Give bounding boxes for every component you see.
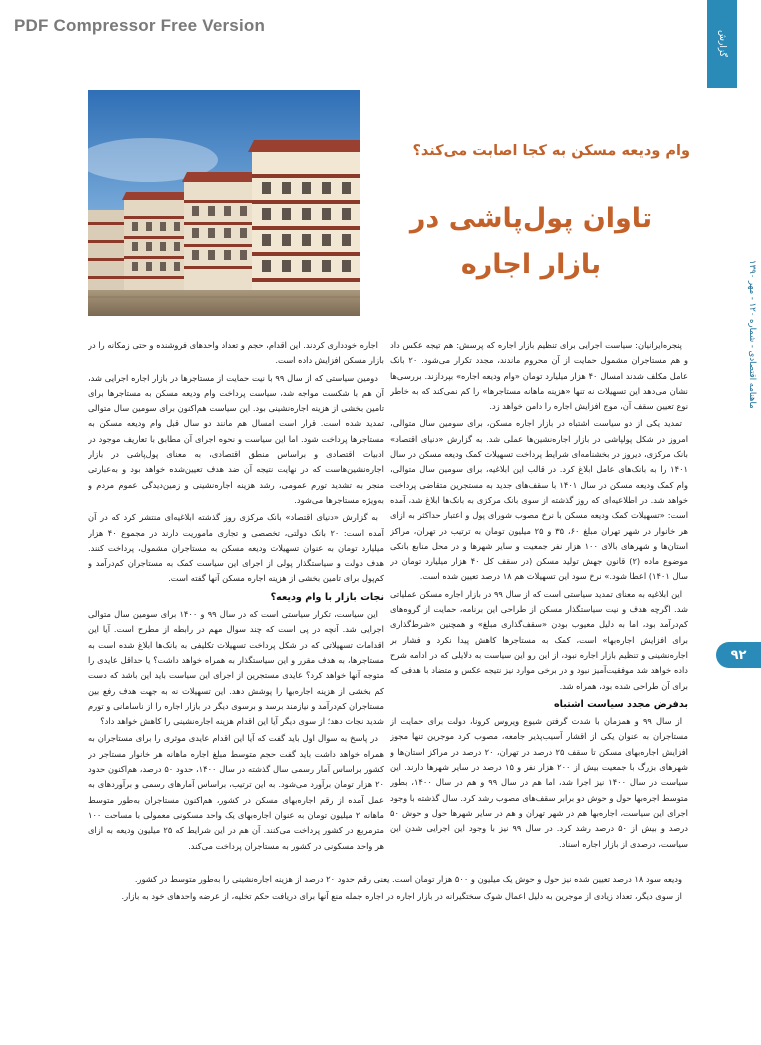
subheading: بدفرض مجدد سیاست اشتباه [553,698,688,710]
paragraph: از سوی دیگر، تعداد زیادی از موجرین به دلیل اعمال شوک سختگیرانه در بازار اجاره در اجاره جمله منع آنها برای دریافت حکم تخلیه، از عرضه واحدهای خود به بازار. [121,891,682,902]
headline-line-1: تاوان پول‌پاشی در [409,203,653,234]
article-column-right [390,338,688,854]
headline-line-2: بازار اجاره [460,249,602,280]
paragraph: تمدید یکی از دو سیاست اشتباه در بازار اجاره مسکن، برای سومین سال متوالی، امروز در شکل پولپاشی در بازار اجاره‌نشین‌ها عملی شد. به گزارش «دنیای اقتصاد» بانک مرکزی، دیروز در بخشنامه‌ای شرایط پرداخت تسهیلات کمک ودیعه مسکن در سال ۱۴۰۱ را به بانک‌های عامل ابلاغ کرد. در قالب این ابلاغیه، برای سومین سال متوالی، وام کمک ودیعه مسکن در سال ۱۴۰۱ با سقف‌های جدید به مستجرین متقاضی پرداخت خواهد شد. در اطلاعیه‌ای که روز گذشته از سوی بانک مرکزی به بانک‌ها ابلاغ شد، آمده است: «تسهیلات کمک ودیعه مسکن با نرخ مصوب شورای پول و اعتبار حداکثر به ازای هر خانوار در شهر تهران مبلغ ۶۰، ۳۵ و ۲۵ میلیون تومان به ترتیب در تهران، مراکز استان‌ها و شهرهای بالای ۱۰۰ هزار نفر جمعیت و سایر شهرها و در محل منابع بانکی موضوع ماده (۲) قانون جهش تولید مسکن (در سقف کل ۴۰ هزار میلیارد تومان در سال ۱۴۰۱) اعطا شود.» نرخ سود این تسهیلات هم ۱۸ درصد تعیین شده است. [390,418,688,582]
paragraph: ودیعه سود ۱۸ درصد تعیین شده نیز حول و حوش یک میلیون و ۵۰۰ هزار تومان است. یعنی رقم حدود ۲۰ درصد از هزینه اجاره‌نشینی را به‌طور متوسط در کشور. [134,874,682,884]
article-headline [372,196,690,288]
paragraph: اجاره خودداری کردند. این اقدام، حجم و تعداد واحدهای فروشنده و حتی زمکانه را در بازار مسکن افزایش داده است. [88,340,384,366]
paragraph: دومین سیاستی که از سال ۹۹ با نیت حمایت از مستاجرها در بازار اجاره اجرایی شد، آن هم با شکست مواجه شد، سیاست پرداخت وام ودیعه مسکن به مستاجرها برای تامین بخشی از هزینه اجاره‌نشینی بود. این سیاست هم‌اکنون برای سومین سال متوالی تمدید شده است. قرار است امسال هم مانند دو سال قبل وام ودیعه مسکن به مستاجرها پرداخت شود. اما این سیاست و نحوه اجرای آن مطابق با تعاریف موجود در ادبیات اقتصادی و براساس منطق اقتصادی، به معنای پول‌پاشی در بازار اجاره‌نشین‌هاست که در نهایت نتیجه آن ضد هدف تعیین‌شده خواهد بود و به‌عبارتی منجر به تشدید تورم عمومی، رشد هزینه اجاره‌نشینی و زمین‌دیدگی عموم مردم و به‌ویژه مستاجرها می‌شود. [88,372,384,505]
paragraph: به گزارش «دنیای اقتصاد» بانک مرکزی روز گذشته ابلاغیه‌ای منتشر کرد که در آن آمده است: ۲۰ بانک دولتی، تخصصی و تجاری ماموریت دارند در مجموع ۴۰ هزار میلیارد تومان به عنوان تسهیلات ودیعه مسکن به مستاجران مشمول، پرداخت کنند. هدف دولت و سیاستگذار پولی از اجرای این سیاست کمک به مستاجران کم‌درآمد و کم‌پول برای تامین بخشی از هزینه اجاره مسکن آنها گفته است. [88,512,384,584]
article-kicker: وام ودیعه مسکن به کجا اصابت می‌کند؟ [412,143,690,159]
watermark-text: PDF Compressor Free Version [14,16,266,35]
issue-label: ماهنامه اقتصادی - شماره ۱۲۰ - مهر ۱۳۹۰ [747,260,757,409]
article-photo [88,90,360,316]
paragraph: از سال ۹۹ و همزمان با شدت گرفتن شیوع ویروس کرونا، دولت برای حمایت از مستاجران به عنوان یکی از اقشار آسیب‌پذیر جامعه، مصوب کرد موجرین تنها مجوز افزایش اجاره‌بهای مسکن تا سقف ۲۵ درصد در تهران، ۲۰ درصد در مراکز استان‌ها و شهرهای بزرگ با جمعیت بیش از ۲۰۰ هزار نفر و ۱۵ درصد در سایر شهرها دارند. این سیاست در سال ۱۴۰۰ نیز اجرا شد، اما هم در سال ۹۹ و هم در سال ۱۴۰۰، بطور متوسط اجره‌بها حول و حوش دو برابر سقف‌های مصوب رشد کرد. سال گذشته با وجود اجرای این سیاست، اجاره‌بها هم در شهر تهران و هم در سایر شهرها حول و حوش ۵۰ درصد و بیش از ۵۰ درصد رشد کرد. در سال ۹۹ نیز با وجود این اجرایی شدن این سیاست، درصدی از بازار اجاره اسناد. [390,716,688,849]
paragraph: این ابلاغیه به معنای تمدید سیاستی است که از سال ۹۹ در بازار اجاره مسکن عملیاتی شد. اگرچه هدف و نیت سیاستگذار مسکن از طراحی این برنامه، حمایت از گروه‌های کم‌درآمد بود، اما به دلیل معیوب بودن «سقف‌گذاری مبلغ» و همچنین «شرط‌گذاری برای افزایش اجاره‌بها» است، کمک به مستاجرها کاهش پیدا نکرد و فشار بر اجاره‌نشینی و تنظیم بازار اجاره نبود، از این رو این سیاست به دلایلی که در ادامه شرح داده خواهد شد موفقیت‌آمیز نبود و در برخی موارد نیز نتیجه عکس و متضاد با هدفی که برای آن طراحی شده بود، همراه شد. [390,588,688,691]
paragraph: در پاسخ به سوال اول باید گفت که آیا این اقدام عایدی موثری را برای مستاجران به همراه خواهد داشت باید گفت حجم متوسط مبلغ اجاره ماهانه هر خانوار مستاجر در کشور براساس آمار رسمی سال گذشته در سال ۱۴۰۰، حدود ۵۰ درصد، هم‌اکنون حدود ۲۰ هزار تومان برآورد می‌شود. به این ترتیب، براساس آمارهای رسمی و برآوردهای به عمل آمده از رقم اجاره‌بهای مسکن در کشور، هم‌اکنون مستاجران به‌طور متوسط ماهانه ۲ میلیون تومان به عنوان اجاره‌بهای یک واحد مسکونی معمولی با مساحت ۱۰۰ مترمربع در کشور پرداخت می‌کنند. آن هم در این شرایط که ۲۵ میلیون ودیعه به ازای هر واحد مسکونی در کشور به مستاجران پرداخت می‌کند. [88,733,384,851]
article-column-left [88,338,384,856]
page-number: ۹۲ [716,642,761,668]
section-label: گزارش [717,30,727,58]
paragraph: پنجره‌ایرانیان: سیاست اجرایی برای تنظیم بازار اجاره که پرسش: هم تیجه عکس داد و هم مستاجران مشمول حمایت از آن محروم ماندند، مجدد تکرار می‌شود. ۲۰ بانک عامل مکلف شدند امسال ۴۰ هزار میلیارد تومان «وام ودیعه اجاره» بپردازند. بررسی‌ها نشان می‌دهد این تسهیلات نه تنها «هزینه ماهانه مستاجرها» را کم نمی‌کند که به خاطر نوع تعیین سقف آن، موج افزایش اجاره را دامن خواهد زد. [390,340,688,412]
paragraph: این سیاست، تکرار سیاستی است که در سال ۹۹ و ۱۴۰۰ برای سومین سال متوالی اجرایی شد. آنچه در پی است که چند سوال مهم در رابطه از مطرح است. آیا این اقدامات تسهیلاتی که در شکل پرداخت تسهیلات تکلیفی به بانک‌ها ابلاغ شده است به مستاجرها، به هدف مقرر و این سیاستگذار به همراه خواهد داشت؟ یا حداقل عایدی را متوجه آنها خواهد کرد؟ عایدی مستجرین از اجرای این سیاست باید این باشد که دست کم بخشی از هزینه اجاره‌بها را پوشش دهد. این تسهیلات نه به جهت هدف رفع بین مستاجران کم‌درآمد و نیازمند برسد و برسوی دیگر در بازار اجاره را از ناسامانی و تورم شدید نجات دهد؛ از سوی دیگر آیا این اقدام هزینه اجاره‌نشینی را کاهش خواهد داد؟ [88,609,384,727]
article-column-bottom [88,872,688,907]
subheading: نجات بازار با وام ودیعه؟ [270,591,384,603]
